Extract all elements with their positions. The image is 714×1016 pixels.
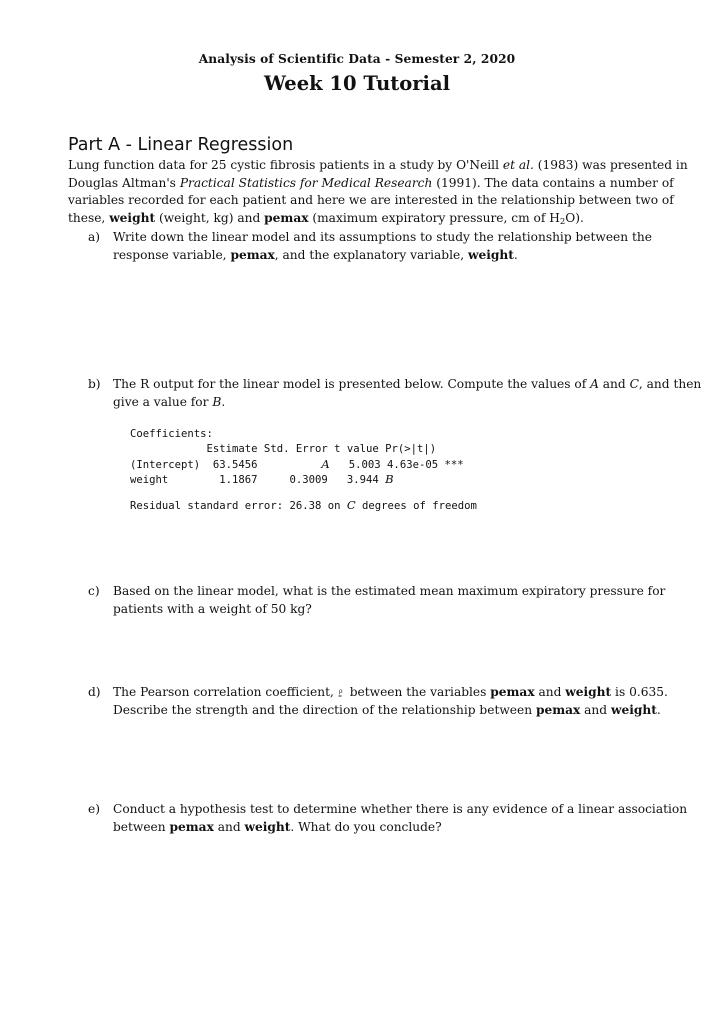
intro-text: (maximum expiratory pressure, cm of H (308, 210, 560, 225)
question-body (113, 229, 653, 264)
variable-pemax: pemax (169, 819, 214, 834)
question-body (113, 801, 688, 836)
question-text: and (534, 685, 566, 699)
variable-weight: weight (610, 702, 657, 717)
rho-symbol-icon (338, 686, 350, 700)
question-text: The Pearson correlation coefficient, (113, 685, 338, 699)
intro-paragraph (68, 157, 688, 231)
subscript: 2 (559, 216, 566, 227)
question-text: response variable, (113, 247, 231, 262)
question-label: e) (88, 802, 100, 816)
placeholder-b: B (385, 472, 394, 487)
variable-weight: weight (244, 819, 291, 834)
question-body (113, 684, 668, 719)
question-body (113, 583, 666, 618)
r-output-header-row: Estimate Std. Error t value Pr(>|t|) (130, 442, 437, 455)
question-label: c) (88, 584, 100, 598)
course-header: Analysis of Scientific Data - Semester 2, 2020 (198, 52, 516, 66)
intro-text: Douglas Altman's (68, 175, 180, 190)
question-line (113, 376, 702, 394)
question-line (113, 247, 653, 265)
part-a-heading: Part A - Linear Regression (68, 135, 294, 155)
r-output-weight-row (130, 474, 394, 486)
question-line: patients with a weight of 50 kg? (113, 601, 312, 616)
question-line: Conduct a hypothesis test to determine whether there is any evidence of a linear association (113, 802, 688, 816)
question-text: . What do you conclude? (290, 819, 442, 834)
page-title: Week 10 Tutorial (264, 72, 450, 95)
intro-line-2 (68, 175, 674, 193)
placeholder-c: C (346, 498, 356, 512)
question-line: Write down the linear model and its assumptions to study the relationship between the (113, 230, 652, 244)
intro-text: (1983) was presented in (533, 158, 688, 172)
variable-weight: weight (565, 685, 612, 699)
question-text: and (598, 377, 630, 391)
intro-line-3: variables recorded for each patient and here we are interested in the relationship between two of (68, 193, 674, 208)
placeholder-b: B (212, 394, 222, 409)
intro-text: these, (68, 210, 110, 225)
r-residual-output (130, 498, 477, 514)
intro-text: (weight, kg) and (155, 210, 265, 225)
r-output-text: weight 1.1867 0.3009 3.944 (130, 474, 386, 487)
question-label: b) (88, 377, 101, 391)
question-text: and (580, 702, 611, 717)
question-label: a) (88, 230, 101, 244)
question-text: give a value for (113, 394, 213, 409)
variable-pemax: pemax (490, 685, 535, 699)
intro-text: O). (565, 210, 584, 225)
variable-pemax: pemax (230, 247, 275, 262)
question-text: . (513, 247, 518, 262)
r-output-line: Coefficients: (130, 428, 213, 440)
svg-text:ρ: ρ (338, 687, 343, 695)
question-text: , and then (638, 377, 702, 391)
intro-line-1 (68, 157, 688, 175)
question-line (113, 819, 653, 837)
svg-text:=: = (337, 693, 342, 700)
variable-pemax: pemax (264, 210, 309, 225)
r-output-text: Residual standard error: 26.38 on (130, 500, 347, 512)
r-output-text: 5.003 4.63e-05 *** (329, 458, 464, 471)
question-text: between the variables (349, 685, 491, 699)
question-line (113, 702, 661, 720)
variable-pemax: pemax (535, 702, 581, 717)
intro-emphasis: et al. (502, 158, 534, 172)
question-text: , and the explanatory variable, (274, 247, 468, 262)
question-body (113, 376, 702, 411)
question-text: is 0.635. (611, 685, 668, 699)
question-line (113, 684, 668, 702)
intro-text: Lung function data for 25 cystic fibrosis patients in a study by O'Neill (68, 158, 503, 172)
intro-text: (1991). The data contains a number of (432, 175, 674, 190)
placeholder-c: C (629, 377, 639, 391)
r-output-intercept-row (130, 456, 464, 471)
r-output-text: degrees of freedom (355, 500, 477, 512)
question-label: d) (88, 685, 101, 699)
placeholder-a: A (321, 456, 330, 471)
r-output-text: (Intercept) 63.5456 (130, 458, 322, 471)
question-text: and (213, 819, 245, 834)
question-text: The R output for the linear model is presented below. Compute the values of (113, 377, 591, 391)
question-text: . (221, 394, 226, 409)
question-line: Based on the linear model, what is the estimated mean maximum expiratory pressure for (113, 584, 666, 598)
placeholder-a: A (590, 377, 599, 391)
question-text: Describe the strength and the direction of the relationship between (113, 702, 536, 717)
question-text: . (656, 702, 661, 717)
question-line (113, 394, 653, 412)
r-coefficients-output (130, 427, 464, 488)
variable-weight: weight (109, 210, 156, 225)
book-title: Practical Statistics for Medical Research (179, 175, 433, 190)
variable-weight: weight (467, 247, 514, 262)
question-text: between (113, 819, 170, 834)
